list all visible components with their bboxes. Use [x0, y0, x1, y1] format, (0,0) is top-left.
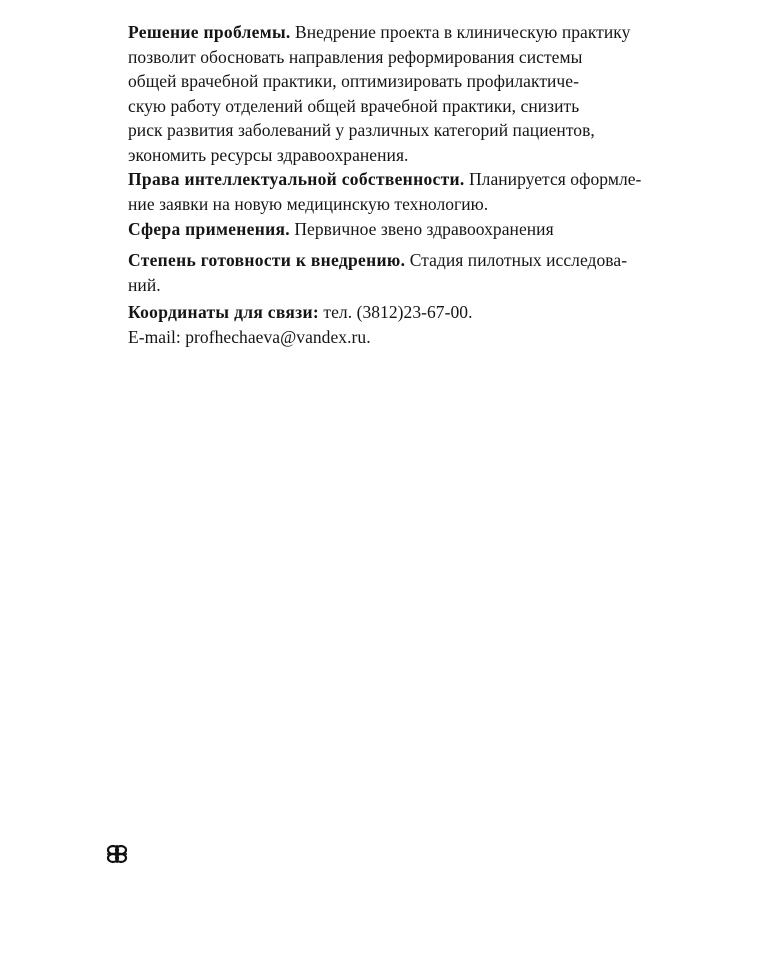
entry-line: [128, 300, 708, 325]
entry-line: [128, 217, 708, 242]
entry-text: ний.: [128, 274, 161, 295]
decorative-knot-icon: [105, 843, 129, 865]
entry-readiness: [128, 248, 708, 297]
contact-email: E-mail: profhechaeva@vandex.ru.: [128, 326, 371, 347]
entry-problem-solution: [128, 20, 708, 167]
entry-line: [128, 20, 708, 45]
entry-text: ние заявки на новую медицинскую технологию.: [128, 193, 489, 214]
entry-text: скую работу отделений общей врачебной практики, снизить: [128, 95, 580, 116]
entry-term: Координаты для связи:: [128, 302, 319, 322]
entry-text: общей врачебной практики, оптимизировать профилактиче-: [128, 71, 579, 91]
entry-term: Сфера применения.: [128, 219, 290, 239]
entry-text: риск развития заболеваний у различных категорий пациентов,: [128, 120, 595, 140]
entry-text: позволит обосновать направления реформирования системы: [128, 46, 583, 67]
contact-phone: тел. (3812)23-67-00.: [323, 302, 473, 322]
entry-term: Решение проблемы.: [128, 22, 291, 42]
entry-term: Степень готовности к внедрению.: [128, 250, 406, 270]
entry-text: экономить ресурсы здравоохранения.: [128, 144, 409, 165]
entry-line: [128, 167, 708, 192]
entry-intellectual-property: [128, 167, 708, 216]
entry-text: Планируется оформле-: [468, 169, 642, 189]
entry-text: Внедрение проекта в клиническую практику: [295, 22, 631, 42]
entry-term: Права интеллектуальной собственности.: [128, 169, 465, 189]
entry-text: Первичное звено здравоохранения: [294, 219, 554, 239]
entry-text: Стадия пилотных исследова-: [409, 250, 628, 270]
entry-line: [128, 248, 708, 273]
entry-application-area: [128, 217, 708, 242]
entry-contacts: [128, 300, 708, 349]
